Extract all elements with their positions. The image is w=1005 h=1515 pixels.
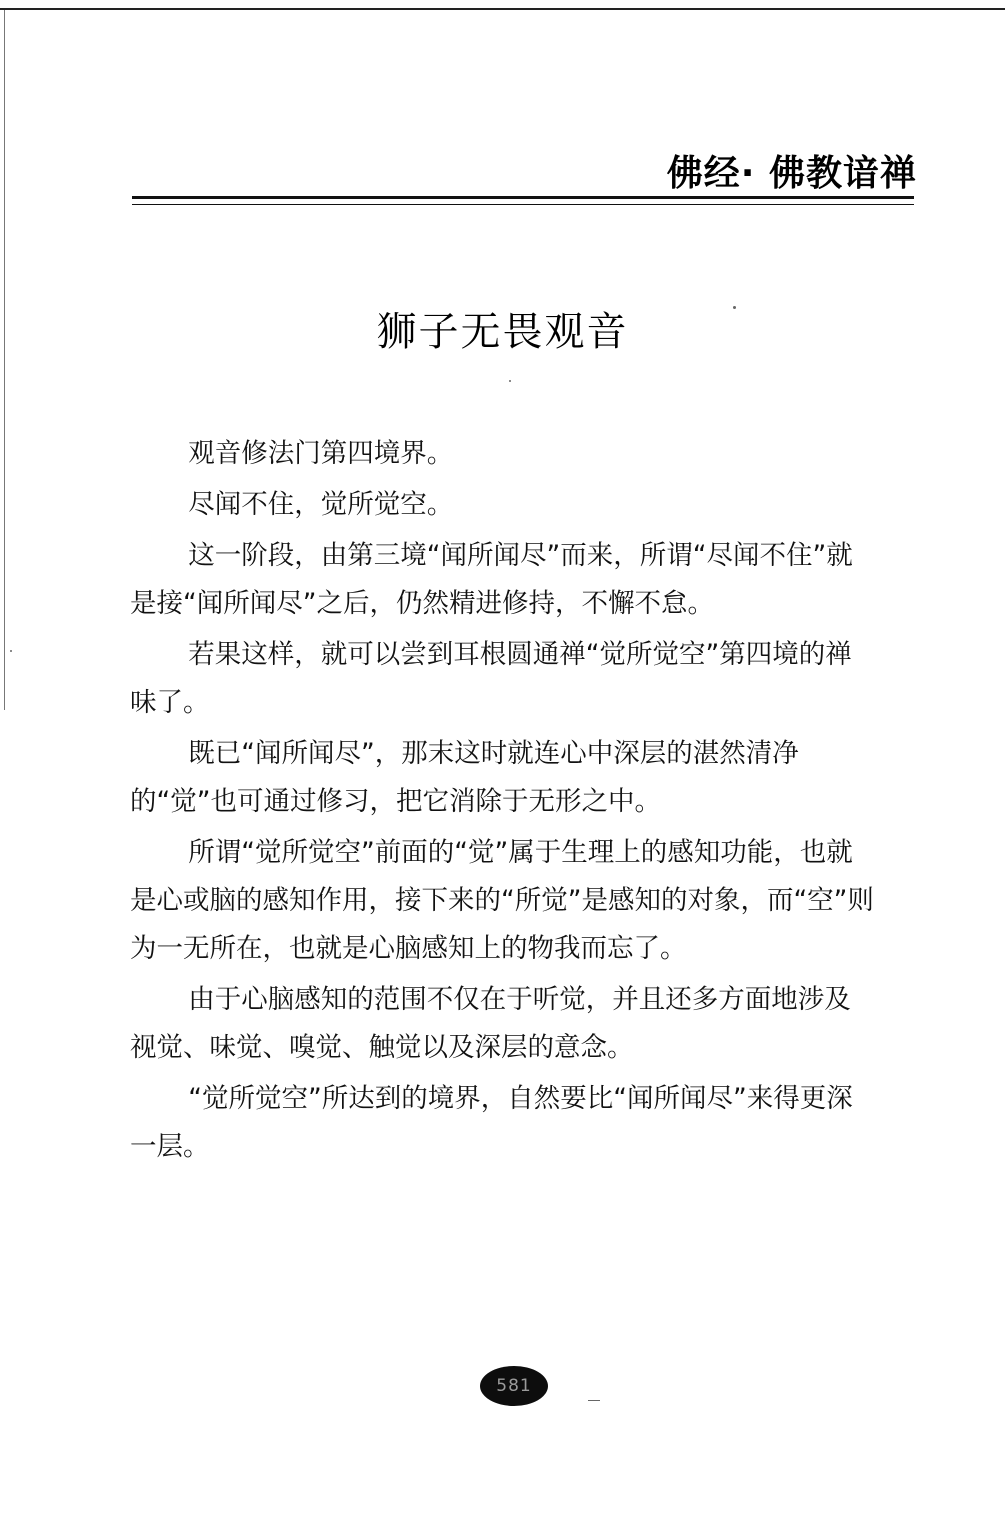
paragraph: 尽闻不住，觉所觉空。 bbox=[188, 489, 454, 520]
paragraph: 若果这样，就可以尝到耳根圆通禅“觉所觉空”第四境的禅味了。 bbox=[130, 639, 852, 718]
paragraph: “觉所觉空”所达到的境界，自然要比“闻所闻尽”来得更深一层。 bbox=[130, 1083, 853, 1162]
paragraph: 所谓“觉所觉空”前面的“觉”属于生理上的感知功能，也就是心或脑的感知作用，接下来的“所觉”是感知的对象，而“空”则为一无所在，也就是心脑感知上的物我而忘了。 bbox=[130, 837, 874, 964]
page-number-badge: 581 bbox=[480, 1366, 548, 1406]
header-rule-thin bbox=[132, 204, 914, 205]
top-border-line bbox=[0, 8, 1005, 10]
paragraph: 这一阶段，由第三境“闻所闻尽”而来，所谓“尽闻不住”就是接“闻所闻尽”之后，仍然精进修持，不懈不怠。 bbox=[130, 540, 853, 619]
scan-speck bbox=[588, 1400, 600, 1401]
paragraph: 由于心脑感知的范围不仅在于听觉，并且还多方面地涉及视觉、味觉、嗅觉、触觉以及深层的意念。 bbox=[130, 984, 851, 1063]
article-body bbox=[130, 430, 875, 1174]
scan-speck bbox=[509, 380, 511, 382]
scan-speck bbox=[10, 650, 12, 652]
article-title: 狮子无畏观音 bbox=[376, 309, 629, 355]
left-border-line bbox=[4, 10, 5, 710]
paragraph: 观音修法门第四境界。 bbox=[188, 438, 454, 469]
paragraph: 既已“闻所闻尽”，那末这时就连心中深层的湛然清净的“觉”也可通过修习，把它消除于无形之中。 bbox=[130, 738, 799, 817]
header-rule-thick bbox=[132, 196, 914, 199]
running-header-title: 佛经· 佛教谙禅 bbox=[666, 153, 917, 194]
scan-speck bbox=[733, 306, 736, 309]
